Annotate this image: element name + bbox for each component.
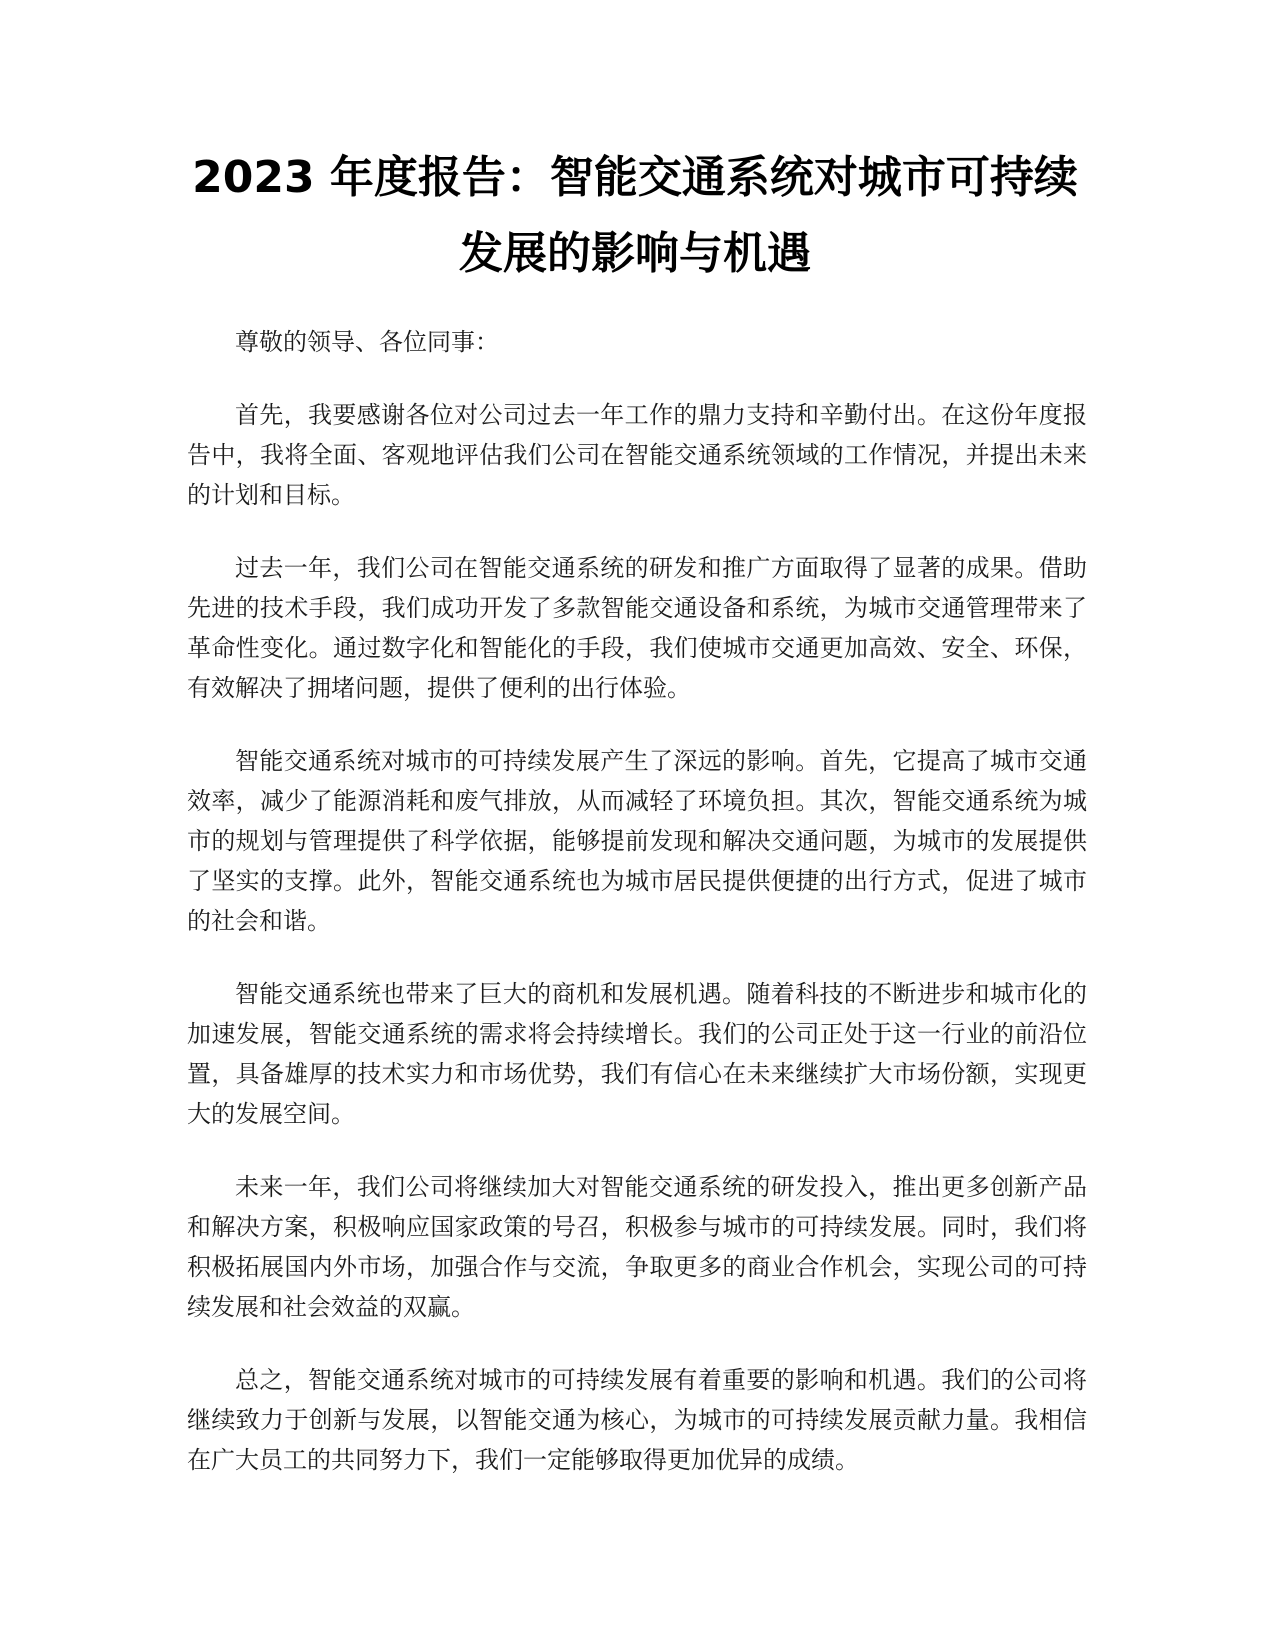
paragraph-future-plan: 未来一年，我们公司将继续加大对智能交通系统的研发投入，推出更多创新产品和解决方案，积极响应国家政策的号召，积极参与城市的可持续发展。同时，我们将积极拓展国内外市场，加强合作与交流，争取更多的商业合作机会，实现公司的可持续发展和社会效益的双赢。 <box>187 1173 1087 1321</box>
paragraph-achievements: 过去一年，我们公司在智能交通系统的研发和推广方面取得了显著的成果。借助先进的技术手段，我们成功开发了多款智能交通设备和系统，为城市交通管理带来了革命性变化。通过数字化和智能化的手段，我们使城市交通更加高效、安全、环保，有效解决了拥堵问题，提供了便利的出行体验。 <box>187 554 1087 702</box>
paragraph-conclusion: 总之，智能交通系统对城市的可持续发展有着重要的影响和机遇。我们的公司将继续致力于创新与发展，以智能交通为核心，为城市的可持续发展贡献力量。我相信在广大员工的共同努力下，我们一定能够取得更加优异的成绩。 <box>187 1366 1087 1474</box>
title-line-2: 发展的影响与机遇 <box>459 228 811 279</box>
paragraph-intro: 首先，我要感谢各位对公司过去一年工作的鼎力支持和辛勤付出。在这份年度报告中，我将全面、客观地评估我们公司在智能交通系统领域的工作情况，并提出未来的计划和目标。 <box>187 401 1087 509</box>
title-line-1: 2023 年度报告：智能交通系统对城市可持续 <box>192 152 1078 203</box>
page-title <box>180 140 1090 292</box>
salutation: 尊敬的领导、各位同事： <box>235 328 499 356</box>
paragraph-opportunities: 智能交通系统也带来了巨大的商机和发展机遇。随着科技的不断进步和城市化的加速发展，智能交通系统的需求将会持续增长。我们的公司正处于这一行业的前沿位置，具备雄厚的技术实力和市场优势，我们有信心在未来继续扩大市场份额，实现更大的发展空间。 <box>187 980 1087 1128</box>
paragraph-impact: 智能交通系统对城市的可持续发展产生了深远的影响。首先，它提高了城市交通效率，减少了能源消耗和废气排放，从而减轻了环境负担。其次，智能交通系统为城市的规划与管理提供了科学依据，能够提前发现和解决交通问题，为城市的发展提供了坚实的支撑。此外，智能交通系统也为城市居民提供便捷的出行方式，促进了城市的社会和谐。 <box>187 747 1087 935</box>
document-body <box>187 322 1087 1513</box>
